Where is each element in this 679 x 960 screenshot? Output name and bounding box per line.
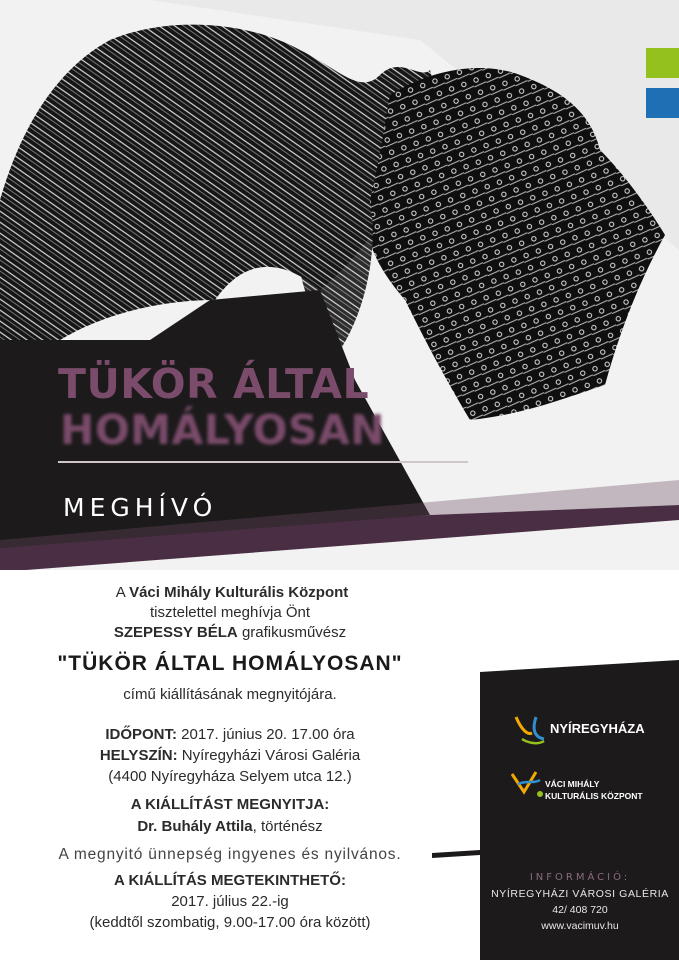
opener-name: Dr. Buhály Attila (137, 818, 253, 835)
viewable-label: A KIÁLLÍTÁS MEGTEKINTHETŐ: (114, 872, 346, 889)
opening-line: című kiállításának megnyitójára. (123, 686, 337, 703)
place-value: Nyíregyházi Városi Galéria (177, 747, 361, 764)
intro-prefix: A (115, 584, 130, 601)
poster-title-line1: TÜKÖR ÁLTAL (58, 360, 370, 408)
place-line (0, 747, 460, 764)
greeting-line: tisztelettel meghívja Önt (149, 604, 311, 621)
artist-line (0, 624, 460, 641)
info-venue: NYÍREGYHÁZI VÁROSI GALÉRIA (491, 888, 669, 900)
invitation-subtitle: MEGHÍVÓ (63, 493, 218, 522)
exhibition-title: "TÜKÖR ÁLTAL HOMÁLYOSAN" (57, 652, 403, 675)
time-value: 2017. június 20. 17.00 óra (177, 726, 355, 743)
vmk-logo-text-line2: KULTURÁLIS KÖZPONT (545, 791, 643, 801)
address-line: (4400 Nyíregyháza Selyem utca 12.) (108, 768, 352, 785)
nyiregyhaza-logo-text: NYÍREGYHÁZA (550, 721, 645, 736)
opener-role: , történész (252, 818, 323, 835)
info-phone: 42/ 408 720 (552, 904, 608, 916)
time-line (0, 726, 460, 743)
viewable-hours: (keddtől szombatig, 9.00-17.00 óra között) (89, 914, 371, 931)
opener-label: A KIÁLLÍTÁST MEGNYITJA: (130, 796, 330, 813)
time-label: IDŐPONT: (105, 726, 178, 743)
vmk-logo-text-line1: VÁCI MIHÁLY (545, 779, 600, 789)
place-label: HELYSZÍN: (99, 747, 178, 764)
free-entry-note: A megnyitó ünnepség ingyenes és nyilvános. (58, 846, 402, 863)
organizer-name: Váci Mihály Kulturális Központ (129, 584, 349, 601)
artist-role: grafikusművész (237, 624, 347, 641)
viewable-until: 2017. július 22.-ig (171, 893, 289, 910)
info-website[interactable]: www.vacimuv.hu (541, 920, 619, 932)
info-label: INFORMÁCIÓ: (529, 872, 631, 883)
intro-line (2, 584, 462, 601)
opener-line (0, 818, 460, 835)
artist-name: SZEPESSY BÉLA (113, 624, 238, 641)
poster-title-line2: HOMÁLYOSAN (60, 406, 386, 454)
